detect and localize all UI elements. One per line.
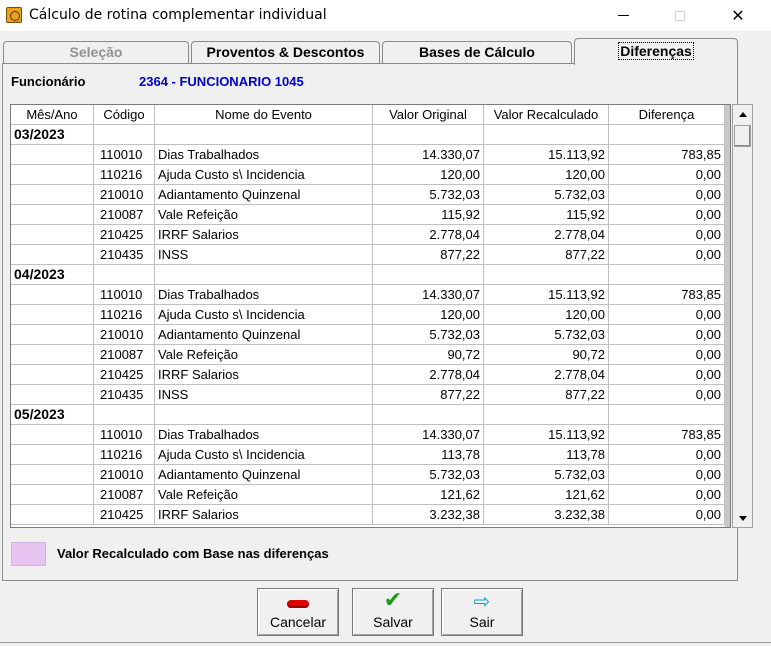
original-value-cell: 115,92 <box>373 205 484 225</box>
recalculated-value-cell: 113,78 <box>484 445 609 465</box>
original-value-cell: 113,78 <box>373 445 484 465</box>
close-button[interactable]: ✕ <box>731 6 745 25</box>
difference-cell: 0,00 <box>609 505 725 525</box>
difference-cell: 0,00 <box>609 205 725 225</box>
table-row[interactable] <box>11 205 731 225</box>
recalculated-value-cell: 15.113,92 <box>484 285 609 305</box>
code-cell: 210087 <box>94 485 155 505</box>
code-cell: 210087 <box>94 205 155 225</box>
code-cell: 110216 <box>94 165 155 185</box>
event-cell <box>155 405 373 425</box>
employee-label: Funcionário <box>11 74 86 89</box>
code-cell: 210425 <box>94 225 155 245</box>
table-row[interactable] <box>11 225 731 245</box>
table-row[interactable] <box>11 505 731 525</box>
difference-cell: 0,00 <box>609 305 725 325</box>
month-cell <box>11 205 94 225</box>
difference-cell: 0,00 <box>609 365 725 385</box>
table-row[interactable] <box>11 425 731 445</box>
original-value-cell: 14.330,07 <box>373 145 484 165</box>
month-cell <box>11 425 94 445</box>
arrow-right-cyan-icon: ⇨ <box>473 589 491 613</box>
month-cell <box>11 345 94 365</box>
difference-cell: 783,85 <box>609 145 725 165</box>
maximize-button <box>657 0 703 31</box>
event-cell <box>155 265 373 285</box>
month-cell: 05/2023 <box>11 405 94 425</box>
original-value-cell: 120,00 <box>373 305 484 325</box>
recalculated-value-cell: 2.778,04 <box>484 365 609 385</box>
event-cell: Dias Trabalhados <box>155 425 373 445</box>
table-row[interactable] <box>11 185 731 205</box>
col-header-mes-ano[interactable]: Mês/Ano <box>11 105 94 125</box>
code-cell: 210087 <box>94 345 155 365</box>
scroll-up-button[interactable] <box>733 105 752 123</box>
recalculated-value-cell: 877,22 <box>484 385 609 405</box>
recalculated-value-cell <box>484 405 609 425</box>
original-value-cell: 2.778,04 <box>373 365 484 385</box>
legend-swatch <box>11 542 46 566</box>
code-cell: 110010 <box>94 285 155 305</box>
exit-button[interactable] <box>441 588 523 636</box>
month-cell <box>11 485 94 505</box>
code-cell: 110216 <box>94 445 155 465</box>
difference-cell: 783,85 <box>609 425 725 445</box>
recalculated-value-cell: 5.732,03 <box>484 185 609 205</box>
col-header-nome-evento[interactable]: Nome do Evento <box>155 105 373 125</box>
recalculated-value-cell: 3.232,38 <box>484 505 609 525</box>
arrow-up-icon <box>739 112 747 117</box>
tab-selecao: Seleção <box>3 41 189 64</box>
month-cell <box>11 365 94 385</box>
code-cell: 210425 <box>94 505 155 525</box>
difference-cell: 0,00 <box>609 485 725 505</box>
month-row[interactable] <box>11 265 731 285</box>
original-value-cell <box>373 265 484 285</box>
code-cell <box>94 405 155 425</box>
month-cell <box>11 225 94 245</box>
code-cell <box>94 125 155 145</box>
recalculated-value-cell: 5.732,03 <box>484 465 609 485</box>
difference-cell: 0,00 <box>609 185 725 205</box>
recalculated-value-cell: 15.113,92 <box>484 145 609 165</box>
month-cell <box>11 325 94 345</box>
original-value-cell: 877,22 <box>373 245 484 265</box>
original-value-cell: 90,72 <box>373 345 484 365</box>
save-button-label: Salvar <box>373 614 413 630</box>
scroll-thumb[interactable] <box>734 125 751 147</box>
code-cell: 210425 <box>94 365 155 385</box>
original-value-cell <box>373 405 484 425</box>
scroll-down-button[interactable] <box>733 509 752 527</box>
event-cell: INSS <box>155 245 373 265</box>
difference-cell <box>609 125 725 145</box>
code-cell: 210010 <box>94 465 155 485</box>
difference-cell: 0,00 <box>609 345 725 365</box>
event-cell: Ajuda Custo s\ Incidencia <box>155 305 373 325</box>
table-row[interactable] <box>11 465 731 485</box>
col-header-valor-original[interactable]: Valor Original <box>373 105 484 125</box>
recalculated-value-cell: 121,62 <box>484 485 609 505</box>
event-cell: Dias Trabalhados <box>155 145 373 165</box>
title-bar <box>0 0 771 31</box>
exit-button-label: Sair <box>469 614 495 630</box>
original-value-cell: 3.232,38 <box>373 505 484 525</box>
month-row[interactable] <box>11 405 731 425</box>
event-cell: IRRF Salarios <box>155 365 373 385</box>
table-row[interactable] <box>11 245 731 265</box>
code-cell: 110010 <box>94 425 155 445</box>
event-cell <box>155 125 373 145</box>
month-cell <box>11 245 94 265</box>
recalculated-value-cell <box>484 125 609 145</box>
table-row[interactable] <box>11 325 731 345</box>
event-cell: Vale Refeição <box>155 345 373 365</box>
table-row[interactable] <box>11 305 731 325</box>
event-cell: Vale Refeição <box>155 205 373 225</box>
difference-cell: 0,00 <box>609 465 725 485</box>
month-cell <box>11 445 94 465</box>
tab-diferencas[interactable]: Diferenças <box>574 38 738 65</box>
code-cell: 210010 <box>94 185 155 205</box>
original-value-cell: 5.732,03 <box>373 325 484 345</box>
original-value-cell: 14.330,07 <box>373 425 484 445</box>
col-header-diferenca[interactable]: Diferença <box>609 105 725 125</box>
code-cell: 110216 <box>94 305 155 325</box>
original-value-cell: 2.778,04 <box>373 225 484 245</box>
table-row[interactable] <box>11 385 731 405</box>
differences-grid[interactable] <box>10 104 731 528</box>
month-cell <box>11 385 94 405</box>
event-cell: Adiantamento Quinzenal <box>155 185 373 205</box>
checkmark-green-icon: ✔ <box>383 588 403 613</box>
code-cell <box>94 265 155 285</box>
difference-cell: 0,00 <box>609 165 725 185</box>
month-cell <box>11 165 94 185</box>
difference-cell: 0,00 <box>609 225 725 245</box>
code-cell: 110010 <box>94 145 155 165</box>
event-cell: INSS <box>155 385 373 405</box>
original-value-cell: 5.732,03 <box>373 185 484 205</box>
event-cell: Adiantamento Quinzenal <box>155 465 373 485</box>
minus-red-icon <box>287 600 309 608</box>
app-icon <box>6 7 22 23</box>
original-value-cell: 877,22 <box>373 385 484 405</box>
table-row[interactable] <box>11 365 731 385</box>
table-row[interactable] <box>11 285 731 305</box>
difference-cell <box>609 405 725 425</box>
table-row[interactable] <box>11 165 731 185</box>
event-cell: Vale Refeição <box>155 485 373 505</box>
original-value-cell: 121,62 <box>373 485 484 505</box>
maximize-icon <box>675 11 685 21</box>
recalculated-value-cell: 2.778,04 <box>484 225 609 245</box>
cancel-button[interactable] <box>257 588 339 636</box>
difference-cell: 0,00 <box>609 445 725 465</box>
table-row[interactable] <box>11 485 731 505</box>
recalculated-value-cell: 15.113,92 <box>484 425 609 445</box>
save-button[interactable] <box>352 588 434 636</box>
event-cell: Ajuda Custo s\ Incidencia <box>155 445 373 465</box>
window-title: Cálculo de rotina complementar individual <box>29 7 327 23</box>
code-cell: 210435 <box>94 385 155 405</box>
bottom-divider <box>0 642 771 643</box>
tab-proventos-descontos[interactable]: Proventos & Descontos <box>191 41 380 64</box>
grid-header <box>11 105 731 125</box>
minimize-button[interactable] <box>600 0 646 31</box>
recalculated-value-cell: 120,00 <box>484 165 609 185</box>
difference-cell <box>609 265 725 285</box>
table-row[interactable] <box>11 445 731 465</box>
difference-cell: 0,00 <box>609 385 725 405</box>
original-value-cell <box>373 125 484 145</box>
recalculated-value-cell: 5.732,03 <box>484 325 609 345</box>
code-cell: 210010 <box>94 325 155 345</box>
event-cell: Ajuda Custo s\ Incidencia <box>155 165 373 185</box>
month-cell: 03/2023 <box>11 125 94 145</box>
event-cell: Adiantamento Quinzenal <box>155 325 373 345</box>
code-cell: 210435 <box>94 245 155 265</box>
recalculated-value-cell: 877,22 <box>484 245 609 265</box>
month-cell <box>11 185 94 205</box>
recalculated-value-cell: 120,00 <box>484 305 609 325</box>
original-value-cell: 120,00 <box>373 165 484 185</box>
recalculated-value-cell <box>484 265 609 285</box>
month-row[interactable] <box>11 125 731 145</box>
col-header-valor-recalculado[interactable]: Valor Recalculado <box>484 105 609 125</box>
table-row[interactable] <box>11 145 731 165</box>
arrow-down-icon <box>739 516 747 521</box>
recalculated-value-cell: 90,72 <box>484 345 609 365</box>
tab-bases-calculo[interactable]: Bases de Cálculo <box>382 41 572 64</box>
event-cell: IRRF Salarios <box>155 225 373 245</box>
month-cell <box>11 465 94 485</box>
legend-text: Valor Recalculado com Base nas diferenças <box>57 546 329 561</box>
difference-cell: 783,85 <box>609 285 725 305</box>
month-cell <box>11 305 94 325</box>
original-value-cell: 5.732,03 <box>373 465 484 485</box>
grid-indicator-column <box>725 105 731 528</box>
month-cell <box>11 145 94 165</box>
original-value-cell: 14.330,07 <box>373 285 484 305</box>
employee-value: 2364 - FUNCIONARIO 1045 <box>139 74 304 89</box>
difference-cell: 0,00 <box>609 325 725 345</box>
minimize-icon <box>618 15 629 16</box>
event-cell: Dias Trabalhados <box>155 285 373 305</box>
cancel-button-label: Cancelar <box>269 614 327 630</box>
tab-strip <box>0 38 771 64</box>
month-cell: 04/2023 <box>11 265 94 285</box>
col-header-codigo[interactable]: Código <box>94 105 155 125</box>
month-cell <box>11 285 94 305</box>
recalculated-value-cell: 115,92 <box>484 205 609 225</box>
event-cell: IRRF Salarios <box>155 505 373 525</box>
grid-scrollbar[interactable] <box>732 104 753 528</box>
month-cell <box>11 505 94 525</box>
table-row[interactable] <box>11 345 731 365</box>
difference-cell: 0,00 <box>609 245 725 265</box>
